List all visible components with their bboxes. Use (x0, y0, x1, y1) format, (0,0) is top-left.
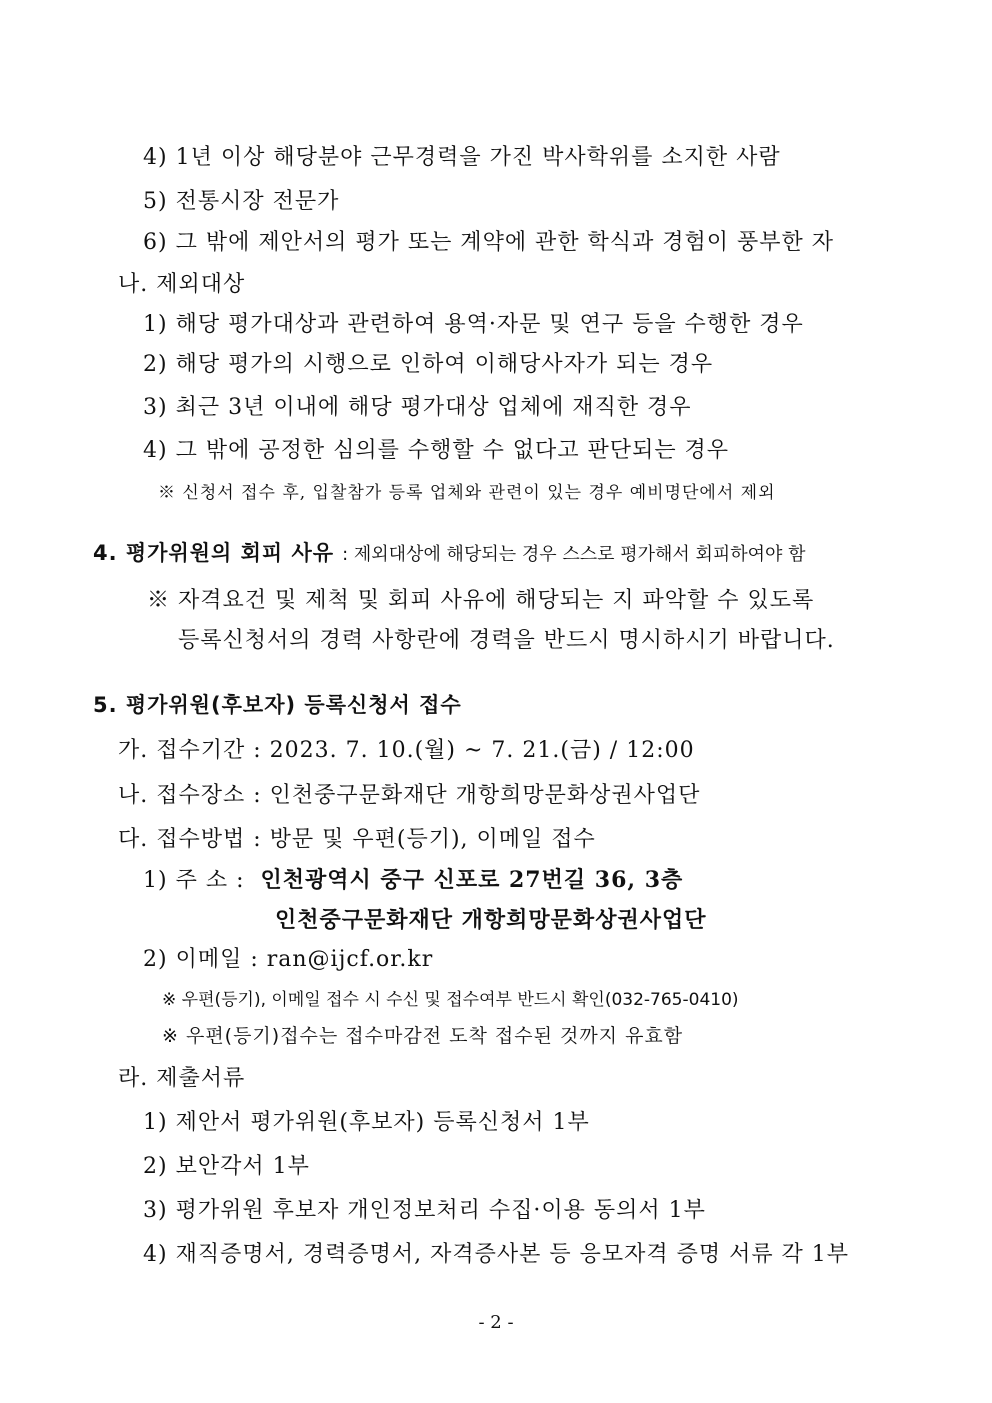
list-item: 1) 제안서 평가위원(후보자) 등록신청서 1부 (143, 1110, 590, 1135)
subsection-title: 라. 제출서류 (118, 1066, 246, 1091)
section-description: : 제외대상에 해당되는 경우 스스로 평가해서 회피하여야 함 (342, 544, 806, 565)
section-heading: 5. 평가위원(후보자) 등록신청서 접수 (93, 693, 462, 717)
note: ※ 자격요건 및 제척 및 회피 사유에 해당되는 지 파악할 수 있도록 (147, 588, 815, 613)
subsection-title: 나. 제외대상 (118, 272, 246, 297)
list-item: 1) 해당 평가대상과 관련하여 용역·자문 및 연구 등을 수행한 경우 (143, 312, 804, 337)
page-number: - 2 - (478, 1312, 514, 1333)
list-item: 2) 보안각서 1부 (143, 1154, 310, 1179)
section-4-row (93, 538, 806, 570)
list-item: 4) 1년 이상 해당분야 근무경력을 가진 박사학위를 소지한 사람 (143, 145, 781, 170)
note: ※ 신청서 접수 후, 입찰참가 등록 업체와 관련이 있는 경우 예비명단에서 제외 (158, 483, 776, 503)
list-item: 3) 최근 3년 이내에 해당 평가대상 업체에 재직한 경우 (143, 395, 692, 420)
email-row: 2) 이메일 : ran@ijcf.or.kr (143, 947, 434, 972)
note: ※ 우편(등기)접수는 접수마감전 도착 접수된 것까지 유효함 (162, 1025, 684, 1047)
info-row: 가. 접수기간 : 2023. 7. 10.(월) ~ 7. 21.(금) / 12:00 (118, 738, 695, 763)
info-row: 다. 접수방법 : 방문 및 우편(등기), 이메일 접수 (118, 827, 596, 852)
section-heading: 4. 평가위원의 회피 사유 (93, 541, 335, 565)
list-item: 6) 그 밖에 제안서의 평가 또는 계약에 관한 학식과 경험이 풍부한 자 (143, 230, 835, 255)
list-item: 2) 해당 평가의 시행으로 인하여 이해당사자가 되는 경우 (143, 352, 714, 377)
list-item: 4) 그 밖에 공정한 심의를 수행할 수 없다고 판단되는 경우 (143, 438, 730, 463)
address-label: 1) 주 소 : (143, 868, 245, 893)
address-value: 인천중구문화재단 개항희망문화상권사업단 (275, 907, 707, 933)
list-item: 3) 평가위원 후보자 개인정보처리 수집·이용 동의서 1부 (143, 1198, 706, 1223)
address-row (143, 865, 683, 896)
note: 등록신청서의 경력 사항란에 경력을 반드시 명시하시기 바랍니다. (178, 628, 835, 653)
note: ※ 우편(등기), 이메일 접수 시 수신 및 접수여부 반드시 확인(032-765-0410) (162, 990, 739, 1010)
address-value: 인천광역시 중구 신포로 27번길 36, 3층 (260, 867, 684, 893)
list-item: 5) 전통시장 전문가 (143, 189, 340, 214)
list-item: 4) 재직증명서, 경력증명서, 자격증사본 등 응모자격 증명 서류 각 1부 (143, 1242, 850, 1267)
info-row: 나. 접수장소 : 인천중구문화재단 개항희망문화상권사업단 (118, 783, 701, 808)
